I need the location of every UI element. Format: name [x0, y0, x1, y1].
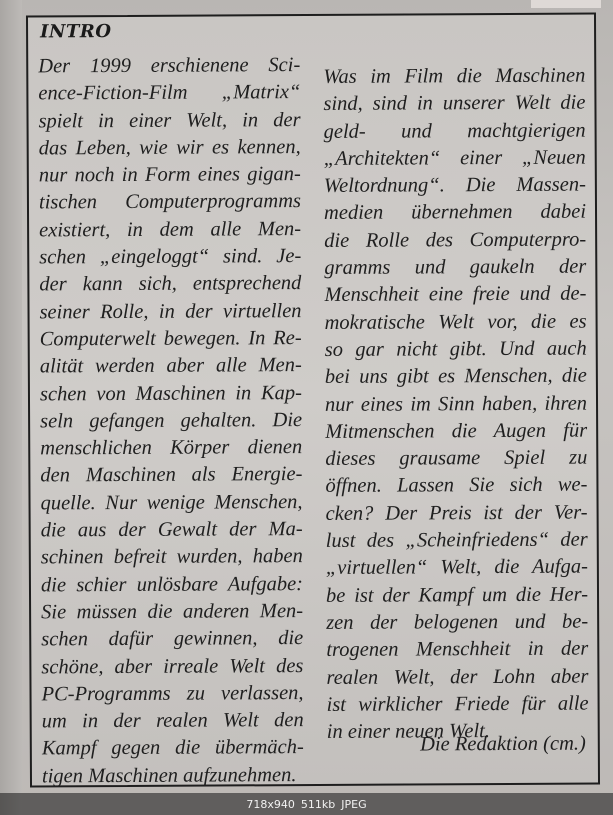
- article-column-right: [323, 63, 589, 747]
- article-line: tischen Computerprogramms: [38, 190, 302, 214]
- article-line: schinen befreit wurden, haben: [40, 545, 303, 569]
- article-title: INTRO: [40, 21, 112, 43]
- article-line: zen der belogenen und be-: [326, 610, 589, 634]
- article-line: lust des „Scheinfriedens“ der: [325, 528, 588, 552]
- article-line: be ist der Kampf um die Her-: [325, 583, 589, 607]
- article-line: gramms und gaukeln der: [324, 255, 587, 280]
- page-edge: [0, 0, 22, 815]
- article-line: mokratische Welt vor, die es: [324, 310, 587, 334]
- article-box: [26, 13, 600, 788]
- article-line: medien übernehmen dabei: [323, 201, 587, 225]
- article-line: nur noch in Form eines gigan-: [38, 163, 301, 187]
- article-line: spielt in einer Welt, in der: [38, 108, 301, 133]
- article-line: seiner Rolle, in der virtuellen: [39, 299, 302, 324]
- image-format: JPEG: [341, 797, 367, 811]
- article-line: PC-Programms zu verlassen,: [41, 681, 304, 706]
- article-line: den Maschinen als Energie-: [40, 463, 303, 487]
- article-line: Menschheit eine freie und de-: [324, 282, 587, 307]
- article-signature: Die Redaktion (cm.): [420, 732, 586, 756]
- article-line: Computerwelt bewegen. In Re-: [39, 327, 302, 351]
- article-line: cken? Der Preis ist der Ver-: [325, 501, 588, 525]
- article-line: geld- und machtgierigen: [323, 119, 586, 143]
- article-line: alität werden aber alle Men-: [39, 354, 302, 378]
- article-line: schen „eingeloggt“ sind. Je-: [39, 245, 302, 269]
- article-line: schen dafür gewinnen, die: [41, 627, 304, 651]
- article-line: trogenen Menschheit in der: [326, 637, 589, 662]
- article-line: bei uns gibt es Menschen, die: [324, 364, 587, 389]
- article-line: Was im Film die Maschinen: [323, 64, 586, 88]
- article-line: die Rolle des Computerpro-: [324, 228, 587, 252]
- article-line: so gar nicht gibt. Und auch: [324, 337, 587, 361]
- image-info-bar: [0, 793, 613, 815]
- article-line: „Architekten“ einer „Neuen: [323, 146, 586, 170]
- article-line: menschlichen Körper dienen: [40, 436, 303, 460]
- article-line: Weltordnung“. Die Massen-: [323, 173, 586, 198]
- article-line: seln gefangen gehalten. Die: [40, 408, 303, 433]
- article-line: öffnen. Lassen Sie sich we-: [325, 474, 588, 498]
- article-line: ence-Fiction-Film „Matrix“: [38, 81, 301, 105]
- article-line: tigen Maschinen aufzunehmen.: [41, 763, 297, 788]
- article-line: in einer neuen Welt.: [326, 720, 490, 744]
- article-line: der kann sich, entsprechend: [39, 272, 302, 296]
- article-line: schöne, aber irreale Welt des: [41, 654, 304, 678]
- article-line: das Leben, wie wir es kennen,: [38, 135, 301, 160]
- image-size: 511kb: [300, 797, 336, 811]
- article-line: Sie müssen die anderen Men-: [41, 599, 304, 624]
- article-column-left: [38, 52, 304, 790]
- article-line: die schier unlösbare Aufgabe:: [40, 572, 304, 597]
- article-line: ist wirklicher Friede für alle: [326, 692, 589, 716]
- article-line: Der 1999 erschienene Sci-: [38, 54, 301, 78]
- article-line: quelle. Nur wenige Menschen,: [40, 490, 303, 515]
- article-line: sind, sind in unserer Welt die: [323, 91, 586, 116]
- article-line: die aus der Gewalt der Ma-: [40, 518, 303, 542]
- article-line: existiert, in dem alle Men-: [39, 217, 302, 242]
- article-line: um in der realen Welt den: [41, 709, 304, 733]
- article-line: „virtuellen“ Welt, die Aufga-: [325, 555, 588, 580]
- article-line: Mitmenschen die Augen für: [325, 419, 588, 443]
- article-line: Kampf gegen die übermäch-: [41, 736, 304, 760]
- article-line: realen Welt, der Lohn aber: [326, 665, 589, 689]
- article-line: nur eines im Sinn haben, ihren: [324, 392, 588, 416]
- article-line: schen von Maschinen in Kap-: [39, 381, 303, 405]
- image-dimensions: 718x940: [246, 797, 295, 811]
- article-line: dieses grausame Spiel zu: [325, 446, 588, 471]
- paper-strip: [531, 0, 601, 8]
